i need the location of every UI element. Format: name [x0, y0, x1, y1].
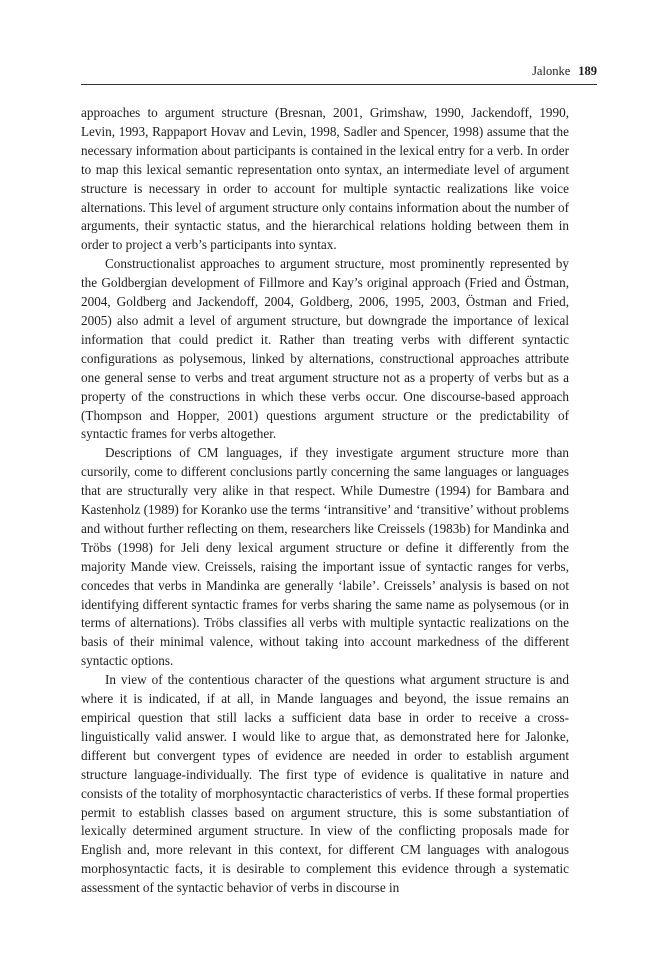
paragraph-constructionalist: Constructionalist approaches to argument structure, most prominently represented by the Goldbergian development of Fillmore and Kay’s original approach (Fried and Östman, 2004, Goldberg and Jackendoff, 2004, Goldberg, 2006, 1995, 2003, Östman and Fried, 2005) also admit a level of argument structure, but downgrade the importance of lexical information that could predict it. Rather than treating verbs with different syntactic configurations as polysemous, linked by alternations, constructional approaches attribute one general sense to verbs and treat argument structure not as a property of verbs but as a property of the constructions in which these verbs occur. One discourse-based approach (Thompson and Hopper, 2001) questions argument structure or the predictability of syntactic frames for verbs altogether. [81, 256, 569, 442]
page-number: 189 [578, 64, 597, 78]
running-head-author: Jalonke [532, 64, 571, 78]
paragraph-cm-languages: Descriptions of CM languages, if they investigate argument structure more than cursorily, come to different conclusions partly concerning the same languages or languages that are structurally very alike in that respect. While Dumestre (1994) for Bambara and Kastenholz (1989) for Koranko use the terms ‘intransitive’ and ‘transitive’ without problems and without further reflecting on them, researchers like Creissels (1983b) for Mandinka and Tröbs (1998) for Jeli deny lexical argument structure or define it differently from the majority Mande view. Creissels, raising the important issue of syntactic ranges for verbs, concedes that verbs in Mandinka are generally ‘labile’. Creissels’ analysis is based on not identifying different syntactic frames for verbs sharing the same name as polysemous (or in terms of alternations). Tröbs classifies all verbs with multiple syntactic realizations on the basis of their minimal valence, without taking into account markedness of the different syntactic options. [81, 445, 569, 669]
paragraph-contentious: In view of the contentious character of the questions what argument structure is and where it is indicated, if at all, in Mande languages and beyond, the issue remains an empirical question that still lacks a sufficient data base in order to receive a cross-linguistically valid answer. I would like to argue that, as demonstrated here for Jalonke, different but convergent types of evidence are needed in order to establish argument structure language-individually. The first type of evidence is qualitative in nature and consists of the totality of morphosyntactic characteristics of verbs. If these formal properties permit to establish classes based on argument structure, this is some substantiation of lexically determined argument structure. In view of the conflicting proposals made for English and, more relevant in this context, for different CM languages with analogous morphosyntactic facts, it is desirable to complement this evidence through a systematic assessment of the syntactic behavior of verbs in discourse in [81, 672, 569, 896]
running-head [81, 63, 597, 79]
paragraph-continuation: approaches to argument structure (Bresnan, 2001, Grimshaw, 1990, Jackendoff, 1990, Levin, 1993, Rappaport Hovav and Levin, 1998, Sadler and Spencer, 1998) assume that the necessary information about participants is contained in the lexical entry for a verb. In order to map this lexical semantic representation onto syntax, an intermediate level of argument structure is necessary in order to account for multiple syntactic realizations like voice alternations. This level of argument structure only contains information about the number of arguments, their syntactic status, and the hierarchical relations holding between them in order to project a verb’s participants into syntax. [81, 105, 569, 253]
body-text [81, 104, 569, 898]
header-rule [81, 84, 597, 85]
